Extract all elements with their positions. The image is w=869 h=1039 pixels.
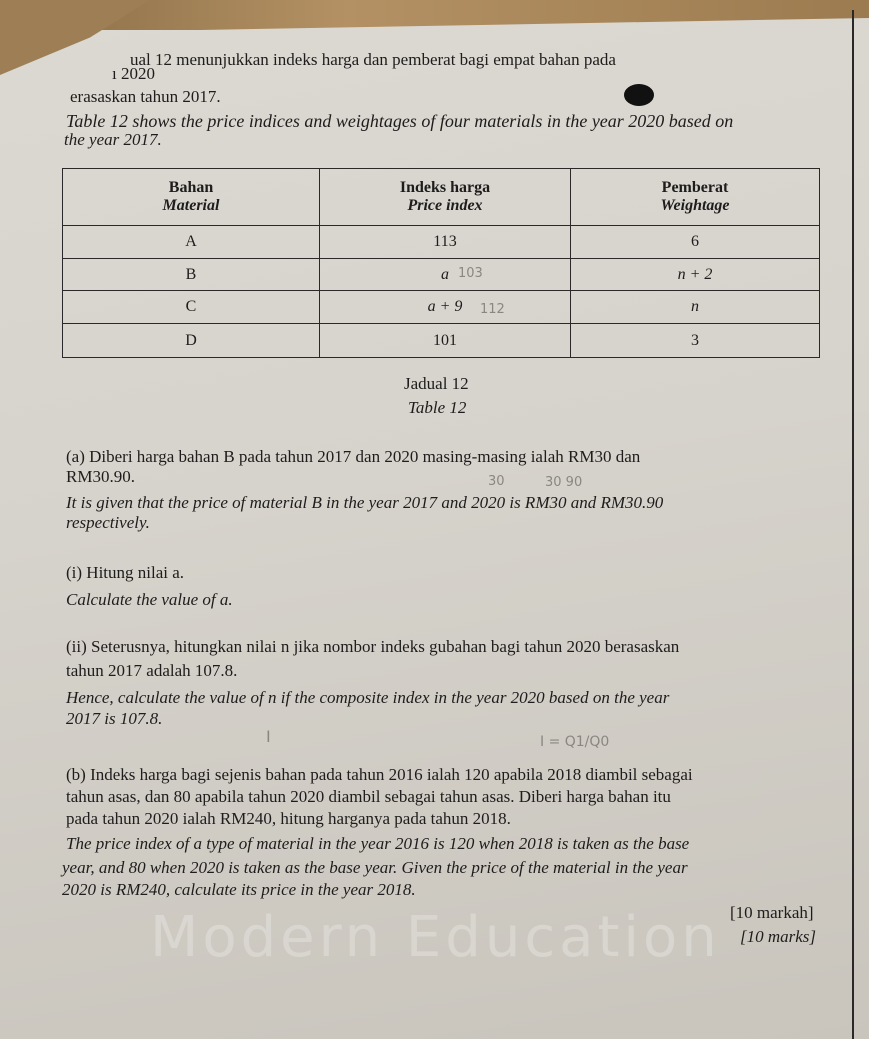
qii-english-1: Hence, calculate the value of n if the composite index in the year 2020 based on the year — [66, 688, 670, 707]
caption-malay: Jadual 12 — [404, 374, 469, 393]
qii-malay-1: (ii) Seterusnya, hitungkan nilai n jika nombor indeks gubahan bagi tahun 2020 berasaskan — [66, 637, 680, 656]
table-row: A 113 6 — [63, 226, 820, 259]
table-row: B a n + 2 — [63, 259, 820, 291]
table-row: D 101 3 — [63, 324, 820, 358]
handwritten-note: I = Q1/Q0 — [540, 734, 610, 750]
marks-english: [10 marks] — [740, 927, 817, 946]
handwritten-note: 112 — [480, 302, 505, 317]
intro-english-1: Table 12 shows the price indices and weightages of four materials in the year 2020 based on — [66, 111, 734, 131]
price-index-table — [62, 168, 820, 358]
marks-malay: [10 markah] — [730, 903, 814, 922]
qii-malay-2: tahun 2017 adalah 107.8. — [66, 661, 238, 680]
intro-malay-2: ı 2020 — [112, 64, 155, 83]
qb-malay-3: pada tahun 2020 ialah RM240, hitung harganya pada tahun 2018. — [66, 809, 511, 828]
header-price-index: Indeks harga Price index — [320, 169, 571, 226]
punch-hole — [624, 84, 654, 106]
qii-english-2: 2017 is 107.8. — [66, 709, 163, 728]
handwritten-note: 30 90 — [545, 475, 583, 490]
header-weightage: Pemberat Weightage — [571, 169, 820, 226]
qa-malay-1: (a) Diberi harga bahan B pada tahun 2017 dan 2020 masing-masing ialah RM30 dan — [66, 447, 641, 466]
handwritten-note: 103 — [458, 266, 483, 281]
table-row: C a + 9 n — [63, 291, 820, 324]
qb-english-3: 2020 is RM240, calculate its price in the year 2018. — [62, 880, 416, 899]
qb-english-1: The price index of a type of material in the year 2016 is 120 when 2018 is taken as the base — [66, 834, 690, 853]
qi-english: Calculate the value of a. — [66, 590, 233, 609]
intro-malay-1: ual 12 menunjukkan indeks harga dan pemberat bagi empat bahan pada — [130, 50, 616, 69]
handwritten-note: I — [266, 727, 271, 746]
qa-english-1: It is given that the price of material B in the year 2017 and 2020 is RM30 and RM30.90 — [66, 493, 664, 512]
qi-malay: (i) Hitung nilai a. — [66, 563, 185, 582]
qb-malay-2: tahun asas, dan 80 apabila tahun 2020 diambil sebagai tahun asas. Diberi harga bahan itu — [66, 787, 671, 806]
watermark: Modern Education — [150, 905, 721, 970]
qa-english-2: respectively. — [66, 513, 150, 532]
header-material: Bahan Material — [63, 169, 320, 226]
intro-english-2: the year 2017. — [64, 130, 162, 149]
qb-malay-1: (b) Indeks harga bagi sejenis bahan pada tahun 2016 ialah 120 apabila 2018 diambil sebagai — [66, 765, 693, 784]
handwritten-note: 30 — [488, 474, 505, 489]
paper-edge — [852, 10, 854, 1039]
intro-malay-3: erasaskan tahun 2017. — [70, 87, 221, 106]
caption-english: Table 12 — [408, 398, 467, 417]
qa-malay-2: RM30.90. — [66, 467, 135, 486]
qb-english-2: year, and 80 when 2020 is taken as the base year. Given the price of the material in the year — [62, 858, 688, 877]
